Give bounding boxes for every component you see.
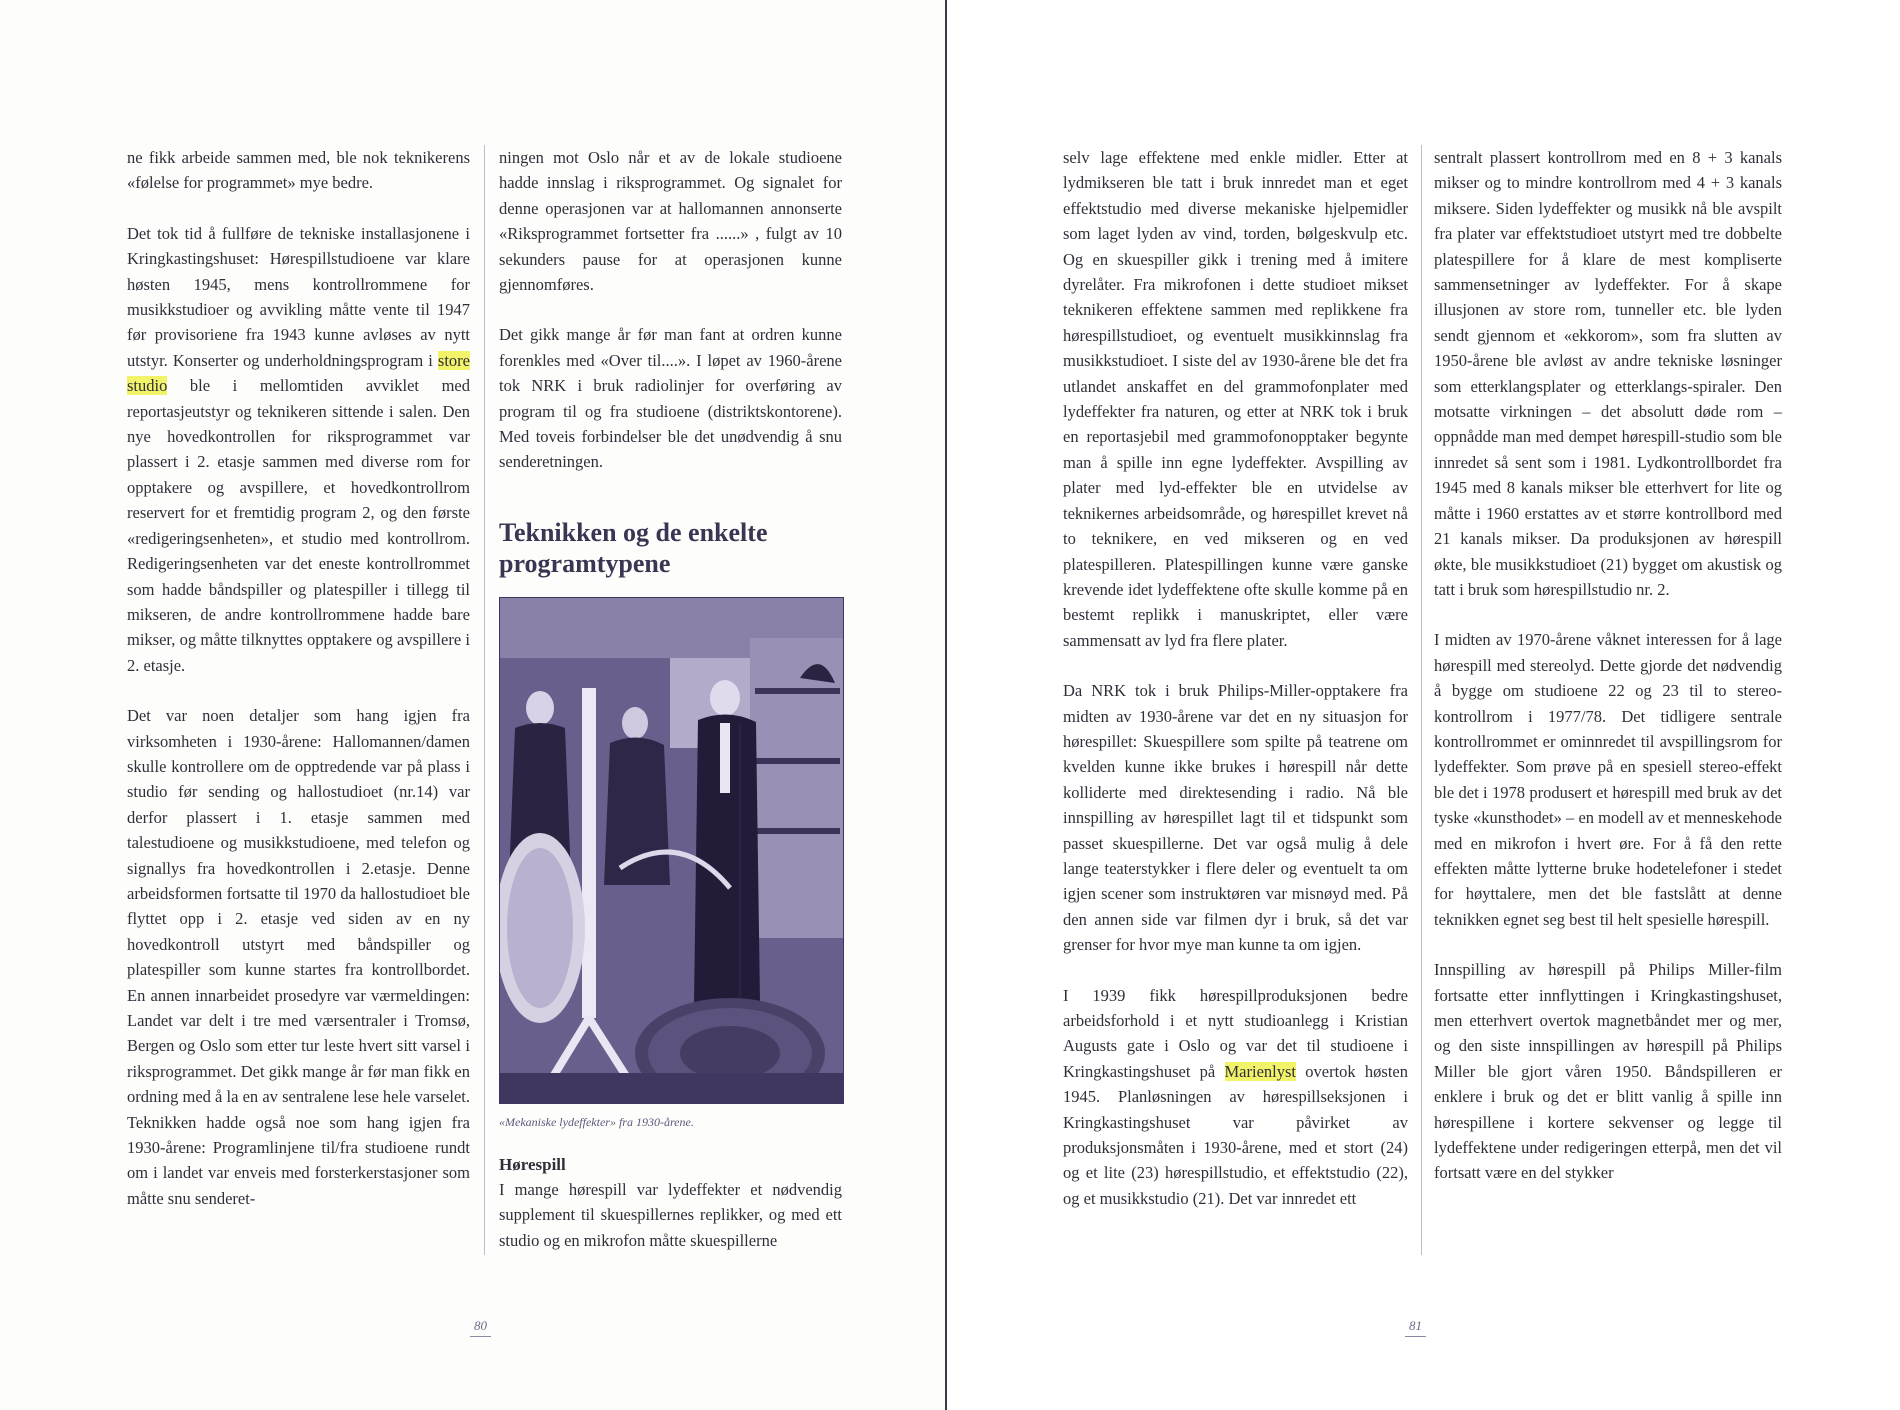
paragraph [127, 221, 470, 678]
left-page [0, 0, 945, 1410]
paragraph: I midten av 1970-årene våknet interessen for å lage hørespill med stereolyd. Dette gjorde det nødvendig å bygge om studioene 22 og 23 til to stereo-kontrollrom i 1977/78. Det tidligere sentrale kontrollrommet er ominnredet til avspillingsrom for lydeffekter. Som prøve på en spesiell stereo-effekt ble det i 1978 produsert et hørespill med bruk av det tyske «kunsthodet» – en modell av et menneskehode med en mikrofon i hvert øre. For å få den rette effekten måtte lytterne bruke hodetelefoner i stedet for høyttalere, men det ble fastslått at denne teknikken egnet seg best til helt spesielle hørespill. [1434, 630, 1782, 929]
column-divider [484, 145, 485, 1255]
page-number: 80 [470, 1318, 491, 1337]
paragraph: Innspilling av hørespill på Philips Miller-film fortsatte etter innflyttingen i Kringkastingshuset, men etterhvert overtok magnetbåndet mer og mer, og den siste innspillingen av hørespill på Philips Miller ble gjort våren 1950. Båndspilleren er enklere i bruk og det er blitt vanlig å spille inn hørespillene i kortere sekvenser og legge til lydeffektene under redigeringen etterpå, men det vil fortsatt være en del stykker [1434, 960, 1782, 1183]
paragraph-text: ble i mellomtiden avviklet med reportasjeutstyr og teknikeren sittende i salen. Den nye hovedkontrollen for riksprogrammet var plassert i 2. etasje sammen med diverse rom for opptakere og avspillere, et hovedkontrollrom reservert for et fremtidig program 2, og den første «redigeringsenheten», et studio med kontrollrom. Redigeringsenheten var det eneste kontrollrommet som hadde båndspiller og platespiller i tillegg til mikseren, de andre kontrollrommene hadde bare mikser, og måtte tilknyttes opptakere og avspillere i 2. etasje. [127, 376, 470, 675]
right-page-column-1 [1063, 145, 1408, 1236]
paragraph: ningen mot Oslo når et av de lokale studioene hadde innslag i riksprogrammet. Og signalet for denne operasjonen var at hallomannen annonserte «Riksprogrammet fortsetter fra ......» , fulgt av 10 sekunders pause for at operasjonen kunne gjennomføres. [499, 148, 842, 295]
highlighted-text: Marienlyst [1224, 1061, 1296, 1081]
paragraph-text: I 1939 fikk hørespillproduksjonen bedre arbeidsforhold i et nytt studioanlegg i Kristian Augusts gate i Oslo og var det til studioene i Kringkastingshuset på [1063, 985, 1408, 1081]
paragraph-text: overtok høsten 1945. Planløsningen av hørespillseksjonen i Kringkastingshuset var påvirket av produksjonsmåten i 1930-årene, med et stort (24) og et lite (23) hørespillstudio, et effektstudio (22), og et musikkstudio (21). Det var innredet ett [1063, 1061, 1408, 1208]
left-page-column-1 [127, 145, 470, 1236]
paragraph: selv lage effektene med enkle midler. Etter at lydmikseren ble tatt i bruk innredet man et eget effektstudio med diverse mekaniske hjelpemidler som laget lyden av vind, torden, bølgeskvulp etc. Og en skuespiller gikk i trening med å imitere dyrelåter. Fra mikrofonen i dette studioet mikset teknikeren effektene sammen med replikkene fra hørespillstudioet, og eventuelt musikkinnslag fra musikkstudioet. I siste del av 1930-årene ble det fra utlandet anskaffet en del grammofonplater med lydeffekter fra naturen, og etter at NRK tok i bruk en reportasjebil med grammofonopptaker begynte man å spille inn egne lydeffekter. Avspilling av plater med lyd-effekter ble en utvidelse av teknikernes arbeidsområde, og hørespillet krevet nå to teknikere, en ved mikseren og en ved platespilleren. Platespillingen kunne være ganske krevende idet lydeffektene ofte skulle komme på en bestemt replikk i manuskriptet, eller være sammensatt av lyd fra flere plater. [1063, 148, 1408, 650]
paragraph: sentralt plassert kontrollrom med en 8 + 3 kanals mikser og to mindre kontrollrom med 4 + 3 kanals miksere. Siden lydeffekter og musikk nå ble avspilt fra plater var effektstudioet utstyrt med tre dobbelte platespillere for å klare de mest kompliserte sammensetninger av lydeffekter. For å skape illusjonen av store rom, tunneller etc. ble lyden sendt gjennom et «ekkorom», som fra slutten av 1950-årene ble avløst av andre tekniske løsninger som etterklangsplater og etterklangs-spiraler. Den motsatte virkningen – det absolutt døde rom – oppnådde man med dempet hørespill-studio som ble innredet så sent som i 1981. Lydkontrollbordet fra 1945 med 8 kanals mikser ble etterhvert for lite og måtte i 1960 erstattes av et større kontrollbord med 21 kanals mikser. Da produksjonen av hørespill økte, ble musikkstudioet (21) bygget om akustisk og tatt i bruk som hørespillstudio nr. 2. [1434, 148, 1782, 599]
paragraph: Det gikk mange år før man fant at ordren kunne forenkles med «Over til....». I løpet av 1960-årene tok NRK i bruk radiolinjer for overføring av program til og fra studioene (distriktskontorene). Med toveis forbindelser ble det unødvendig å snu senderetningen. [499, 325, 842, 472]
photo-illustration [500, 598, 843, 1103]
left-page-column-2 [499, 145, 842, 1253]
subsection-heading: Hørespill [499, 1154, 566, 1174]
paragraph: I mange hørespill var lydeffekter et nødvendig supplement til skuespillernes replikker, og med ett studio og en mikrofon måtte skuespillerne [499, 1179, 842, 1250]
right-page-column-2 [1434, 145, 1782, 1211]
paragraph: ne fikk arbeide sammen med, ble nok teknikerens «følelse for programmet» mye bedre. [127, 148, 470, 193]
historical-photo [499, 597, 844, 1104]
paragraph: Det var noen detaljer som hang igjen fra virksomheten i 1930-årene: Hallomannen/damen skulle kontrollere om de opptredende var på plass i studio før sending og hallostudioet (nr.14) var derfor plassert i 1. etasje sammen med talestudioene og musikkstudioene, med telefon og signallys fra hovedkontrollen i 2.etasje. Denne arbeidsformen fortsatte til 1970 da hallostudioet ble flyttet opp i 2. etasje ved siden av en ny hovedkontroll utstyrt med båndspiller og platespiller som kunne startes fra kontrollbordet. En annen innarbeidet prosedyre var værmeldingen: Landet var delt i tre med værsentraler i Tromsø, Bergen og Oslo som etter tur leste hvert sitt varsel i riksprogrammet. Det gikk mange år før man fikk en ordning med å la en av sentralene lese hele varselet. Teknikken hadde også noe som hang igjen fra 1930-årene: Programlinjene til/fra studioene rundt om i landet var enveis med forsterkerstasjoner som måtte snu senderet- [127, 706, 470, 1208]
paragraph [1063, 983, 1408, 1212]
highlighted-text: store studio [127, 350, 470, 396]
page-number: 81 [1405, 1318, 1426, 1337]
paragraph: Da NRK tok i bruk Philips-Miller-opptakere fra midten av 1930-årene var det en ny situasjon for hørespillet: Skuespillere som spilte på teatrene om kvelden kunne ikke brukes i hørespill når dette kolliderte med direktesending i radio. Nå ble innspilling av hørespillet lagt til et tidspunkt som passet skuespillerne. Det var også mulig å dele lange teaterstykker i flere deler og eventuelt ta om igjen scener som instruktøren var misnøyd med. På den annen side var filmen dyr i bruk, så det var grenser for hvor mye man kunne ta om igjen. [1063, 681, 1408, 955]
column-divider [1421, 145, 1422, 1255]
photo-caption: «Mekaniske lydeffekter» fra 1930-årene. [499, 1114, 694, 1129]
section-heading: Teknikken og de enkelte programtypene [499, 517, 768, 578]
paragraph-text: Det tok tid å fullføre de tekniske installasjonene i Kringkastingshuset: Hørespillstudioene var klare høsten 1945, mens kontrollrommene for musikkstudioer og avvikling måtte vente til 1947 før provisoriene fra 1943 kunne avløses av nytt utstyr. Konserter og underholdningsprogram i [127, 223, 470, 370]
